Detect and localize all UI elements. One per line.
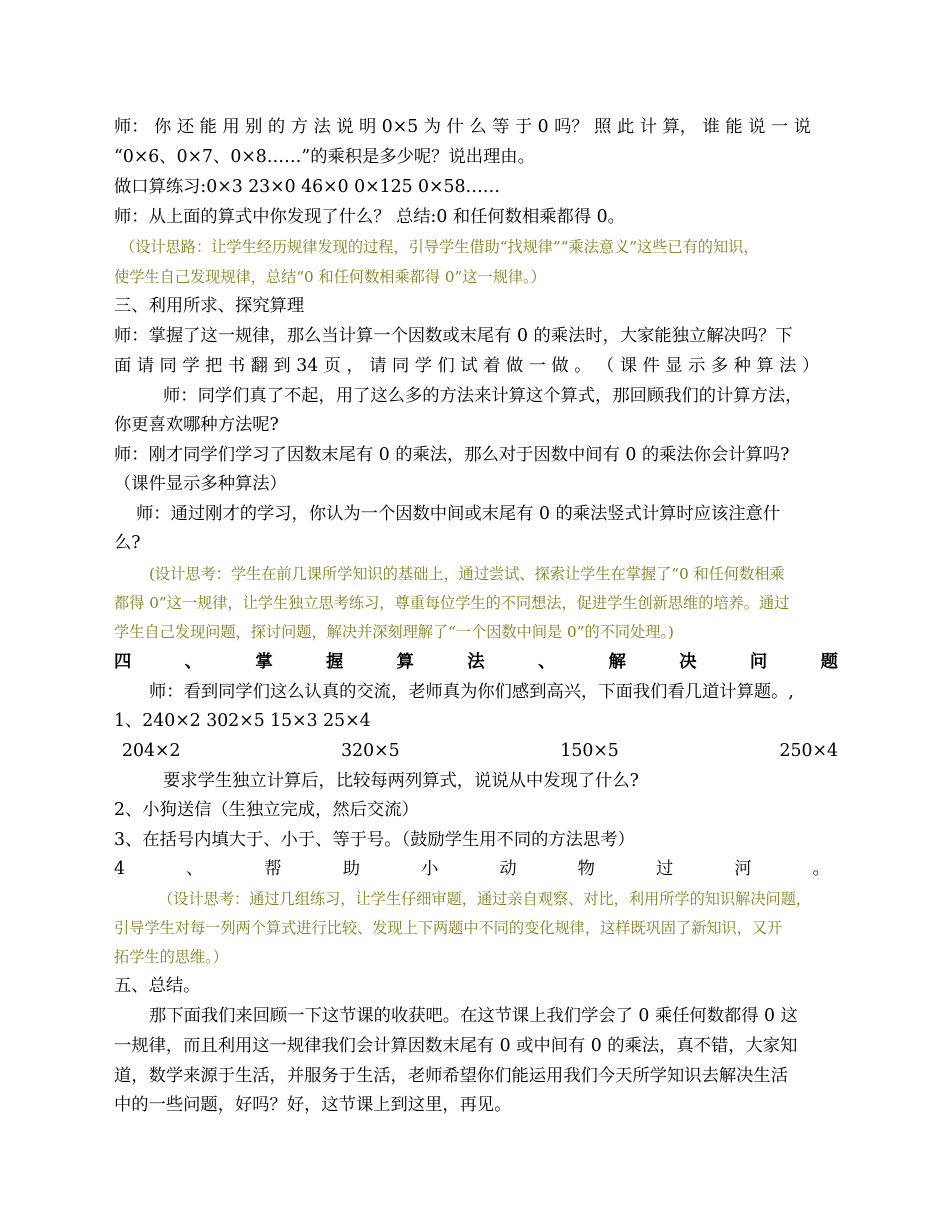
- text-line: 师：同学们真了不起，用了这么多的方法来计算这个算式，那回顾我们的计算方法，: [163, 386, 803, 406]
- text-line: （课件显示多种算法）: [114, 474, 287, 494]
- text-line: 道，数学来源于生活，并服务于生活，老师希望你们能运用我们今天所学知识去解决生活: [114, 1066, 788, 1086]
- heading-char: 算: [396, 652, 414, 672]
- heading-char: 、: [537, 652, 556, 672]
- design-note-line: 使学生自己发现规律，总结“0 和任何数相乘都得 0”这一规律。）: [114, 268, 546, 286]
- line-char: 助: [342, 859, 360, 879]
- line-char: 过: [656, 859, 674, 879]
- text-line: 师： 你 还 能 用 别 的 方 法 说 明 0×5 为 什 么 等 于 0 吗？ 照 此 计 算， 谁 能 说 一 说: [114, 117, 811, 137]
- text-line: 师：通过刚才的学习，你认为一个因数中间或末尾有 0 的乘法竖式计算时应该注意什: [136, 504, 781, 524]
- design-note-line: 学生自己发现问题，探讨问题，解决并深刻理解了“一个因数中间是 0”的不同处理。): [114, 623, 674, 641]
- expression: 250×4: [779, 741, 838, 761]
- line-char: 4: [114, 859, 125, 879]
- heading-char: 掌: [255, 652, 273, 672]
- exercise-line: 1、240×2 302×5 15×3 25×4: [114, 711, 371, 731]
- heading-char: 问: [749, 652, 768, 672]
- section-heading: 三、利用所求、探究算理: [114, 296, 305, 316]
- text-line: 么?: [114, 533, 141, 553]
- line-char: 、: [186, 859, 204, 879]
- heading-char: 解: [608, 652, 626, 672]
- heading-char: 、: [184, 652, 202, 672]
- line-char: 帮: [264, 859, 282, 879]
- exercise-line: 3、在括号内填大于、小于、等于号。（鼓励学生用不同的方法思考）: [114, 830, 635, 850]
- heading-char: 题: [820, 652, 838, 672]
- line-char: 。: [812, 859, 830, 879]
- heading-char: 决: [679, 652, 697, 672]
- text-line: 师：掌握了这一规律，那么当计算一个因数或末尾有 0 的乘法时，大家能独立解决吗？下: [114, 326, 793, 346]
- design-note-line: （设计思路：让学生经历规律发现的过程，引导学生借助“找规律”“乘法意义”这些已有的知识，: [120, 238, 759, 256]
- text-line: 你更喜欢哪种方法呢?: [114, 415, 279, 435]
- heading-char: 四: [114, 652, 132, 672]
- text-line: “0×6、0×7、0×8……”的乘积是多少呢？说出理由。: [114, 147, 535, 167]
- design-note-line: 引导学生对每一列两个算式进行比较、发现上下两题中不同的变化规律，这样既巩固了新知识，又开: [114, 919, 783, 937]
- text-line: 做口算练习:0×3 23×0 46×0 0×125 0×58……: [114, 177, 501, 197]
- text-line: 师：看到同学们这么认真的交流，老师真为你们感到高兴，下面我们看几道计算题。,: [149, 682, 794, 702]
- line-char: 小: [421, 859, 439, 879]
- text-line: 要求学生独立计算后，比较每两列算式，说说从中发现了什么?: [163, 771, 639, 791]
- section-heading-4: [114, 647, 838, 677]
- text-line: 面 请 同 学 把 书 翻 到 34 页 ， 请 同 学 们 试 着 做 一 做 。 （ 课 件 显 示 多 种 算 法 ）: [114, 356, 820, 376]
- design-note-line: 都得 0”这一规律，让学生独立思考练习，尊重每位学生的不同想法，促进学生创新思维的培养。通过: [114, 594, 790, 612]
- heading-char: 法: [467, 652, 485, 672]
- section-heading: 五、总结。: [114, 976, 201, 996]
- heading-char: 握: [325, 652, 344, 672]
- expression: 204×2: [122, 741, 181, 761]
- text-line: 中的一些问题，好吗？好，这节课上到这里，再见。: [114, 1095, 512, 1115]
- design-note-line: 拓学生的思维。）: [114, 948, 228, 966]
- exercise-line-4: [114, 854, 830, 884]
- exercise-line: 2、小狗送信（生独立完成，然后交流）: [114, 800, 419, 820]
- line-char: 物: [577, 859, 595, 879]
- line-char: 河: [734, 859, 752, 879]
- exercise-row: [122, 736, 838, 766]
- text-line: 师：刚才同学们学习了因数末尾有 0 的乘法，那么对于因数中间有 0 的乘法你会计算吗?: [114, 445, 790, 465]
- text-line: 师：从上面的算式中你发现了什么？ 总结:0 和任何数相乘都得 0。: [114, 207, 625, 227]
- text-line: 一规律，而且利用这一规律我们会计算因数末尾有 0 或中间有 0 的乘法，真不错，大家知: [114, 1036, 798, 1056]
- text-line: 那下面我们来回顾一下这节课的收获吧。在这节课上我们学会了 0 乘任何数都得 0 这: [149, 1006, 798, 1026]
- expression: 320×5: [341, 741, 400, 761]
- design-note-line: (设计思考：学生在前几课所学知识的基础上，通过尝试、探索让学生在掌握了“0 和任何数相乘: [149, 565, 785, 583]
- line-char: 动: [499, 859, 517, 879]
- expression: 150×5: [560, 741, 619, 761]
- design-note-line: （设计思考：通过几组练习，让学生仔细审题，通过亲自观察、对比，利用所学的知识解决问题，: [158, 890, 812, 908]
